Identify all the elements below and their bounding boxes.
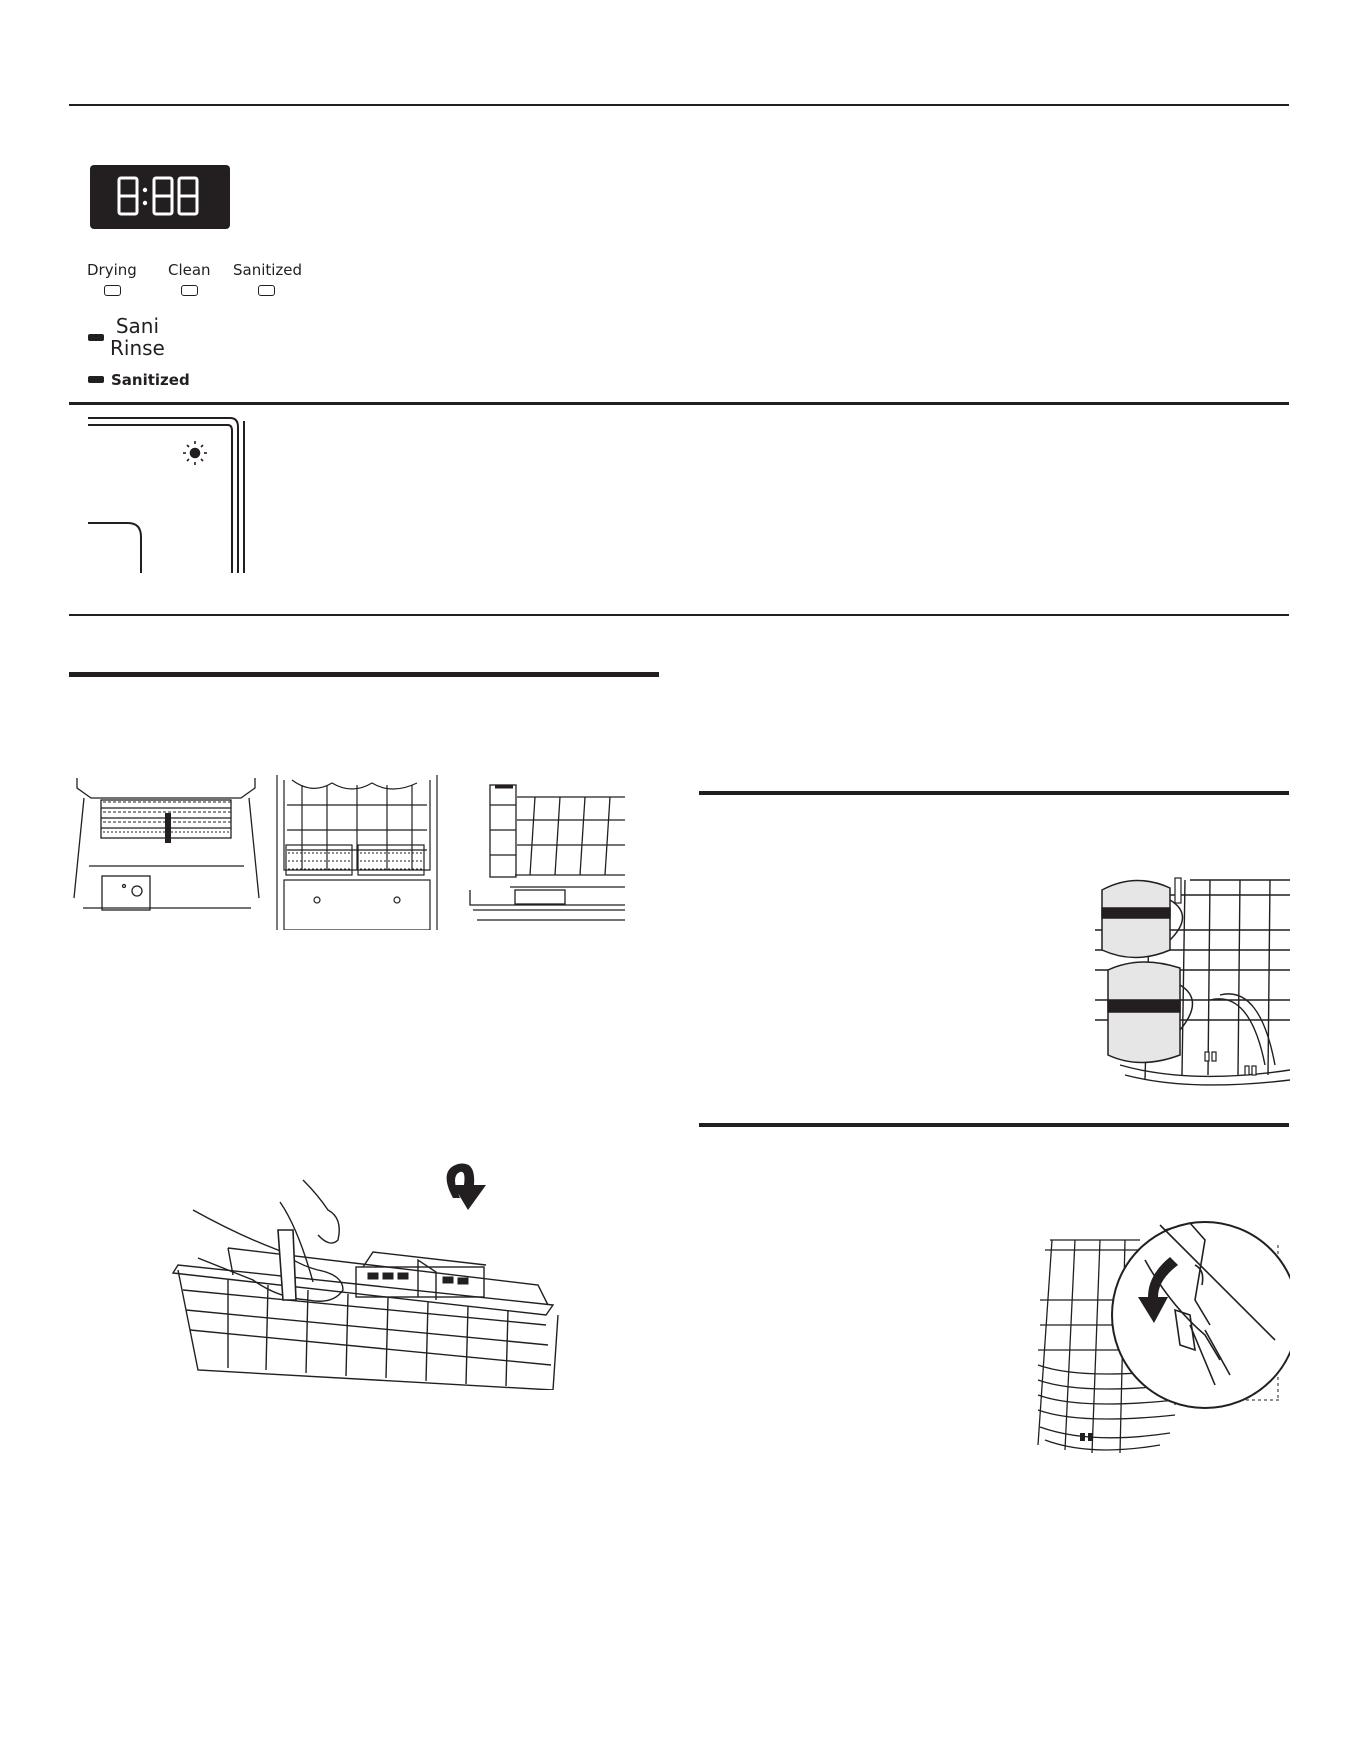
sani-rinse-label <box>110 315 165 359</box>
left-heading-rule <box>69 672 659 677</box>
basket-lower-door-illustration <box>69 778 264 928</box>
sanitized-light-label: Sanitized <box>111 371 190 389</box>
section-rule-2 <box>69 614 1289 616</box>
section-rule-1 <box>69 402 1289 405</box>
clean-led <box>181 285 198 296</box>
basket-lower-rack-illustration <box>272 775 442 930</box>
sun-icon <box>183 441 207 465</box>
sanitized-label: Sanitized <box>233 261 303 279</box>
sanitized-led <box>258 285 275 296</box>
rack-adjuster-illustration <box>1030 1205 1290 1460</box>
display-digits-graphic <box>117 175 203 219</box>
drying-led <box>104 285 121 296</box>
sanitized-indicator <box>88 376 104 383</box>
top-rule <box>69 104 1289 106</box>
drying-label: Drying <box>87 261 137 279</box>
right-heading-rule-2 <box>699 1123 1289 1127</box>
basket-side-rack-illustration <box>455 775 630 930</box>
upper-rack-cups-illustration <box>1090 870 1290 1095</box>
curved-arrow-icon <box>447 1163 486 1210</box>
clean-label: Clean <box>168 261 211 279</box>
door-light-illustration <box>80 413 250 573</box>
sani-rinse-line1: Sani <box>115 314 160 338</box>
sani-rinse-indicator <box>88 334 104 341</box>
digital-display <box>90 165 230 229</box>
sani-rinse-line2: Rinse <box>110 336 165 360</box>
right-heading-rule-1 <box>699 791 1289 795</box>
basket-handle-rotation-illustration <box>168 1140 568 1390</box>
